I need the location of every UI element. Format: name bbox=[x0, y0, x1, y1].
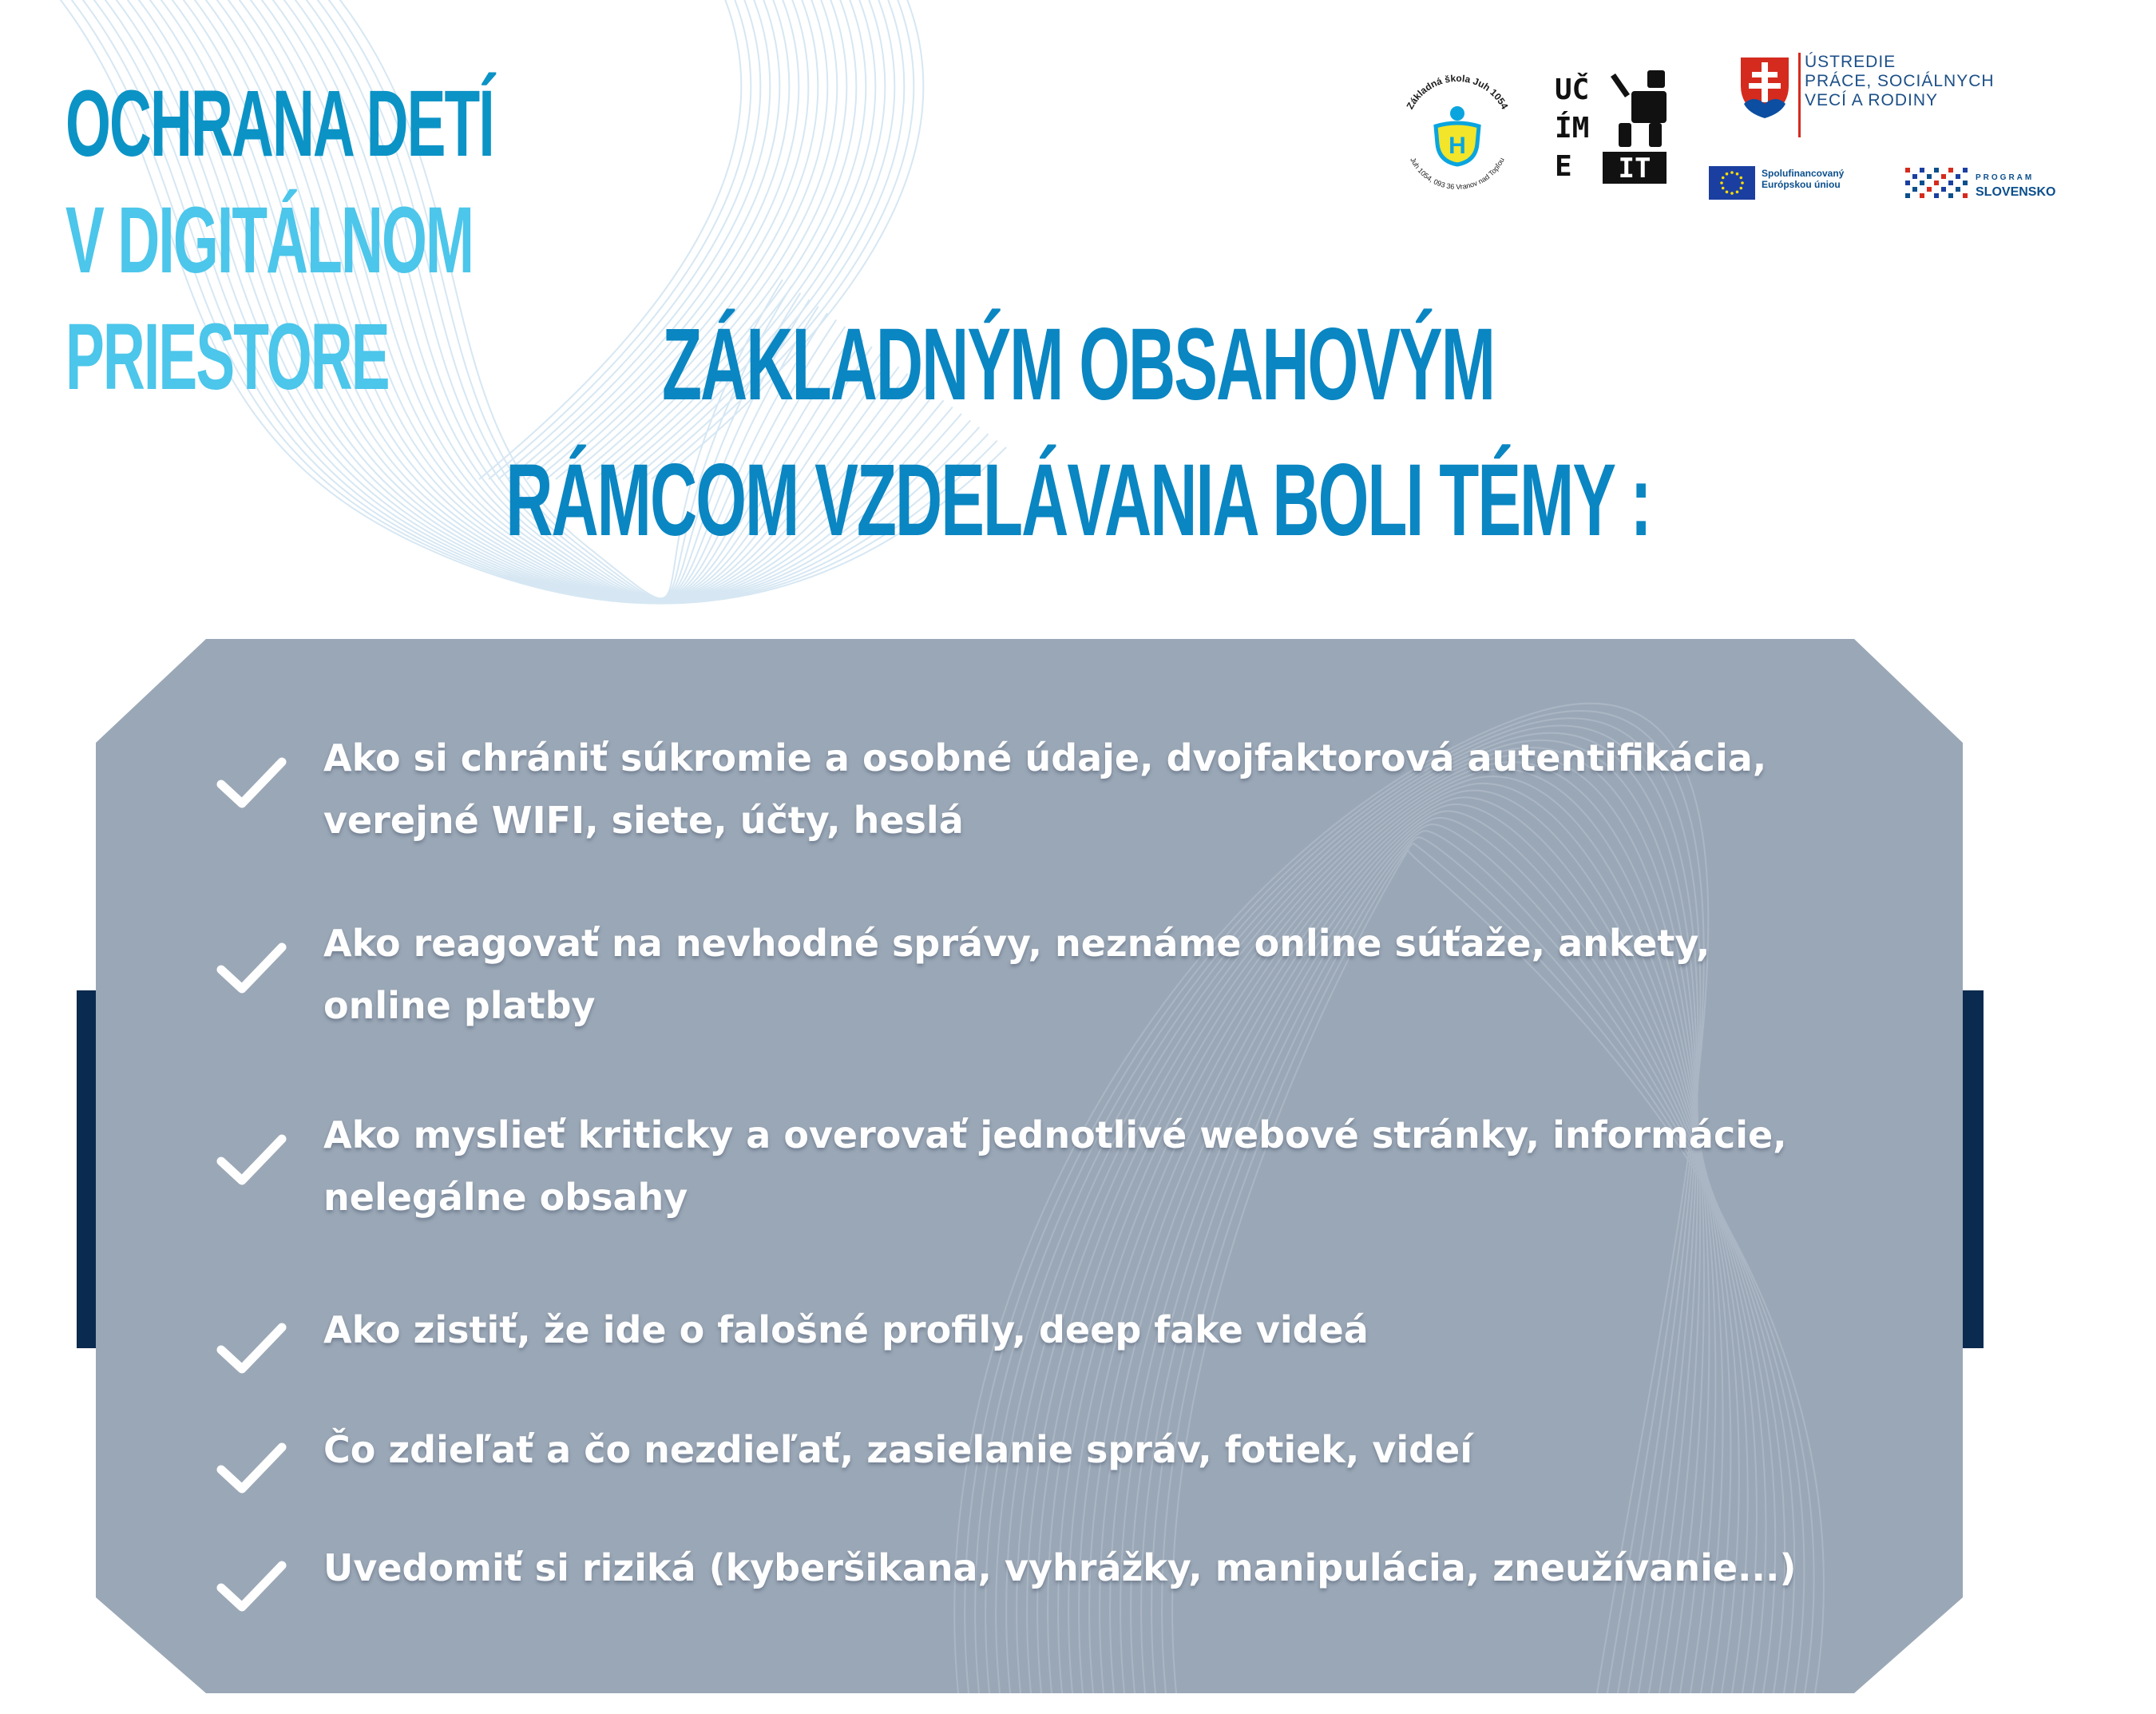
ucime-row-2: ÍM bbox=[1555, 112, 1590, 145]
topic-text bbox=[323, 1299, 1857, 1361]
main-heading-line-1: ZÁKLADNÝM OBSAHOVÝM bbox=[661, 307, 1495, 422]
topic-line-2: online platby bbox=[323, 984, 596, 1027]
topic-line-1: Ako reagovať na nevhodné správy, neznáme online súťaže, ankety, bbox=[323, 922, 1710, 965]
eu-text-line-1: Spolufinancovaný bbox=[1762, 168, 1845, 179]
ministry-name-line-1: ÚSTREDIE bbox=[1805, 53, 1896, 71]
ministry-logo bbox=[1733, 48, 2020, 144]
ministry-name-line-2: PRÁCE, SOCIÁLNYCH bbox=[1805, 72, 1995, 90]
school-logo-mark: H bbox=[1449, 133, 1466, 159]
topic-text bbox=[323, 727, 1857, 851]
eu-text-line-2: Európskou úniou bbox=[1762, 179, 1841, 190]
eu-flag-icon bbox=[1709, 166, 1755, 200]
program-slovensko-logo bbox=[1902, 166, 2062, 201]
topic-text bbox=[323, 1418, 1857, 1481]
topic-line-2: verejné WIFI, siete, účty, heslá bbox=[323, 799, 964, 842]
topic-text bbox=[323, 1537, 1857, 1599]
check-icon bbox=[213, 1128, 290, 1192]
check-icon bbox=[213, 1316, 290, 1380]
program-big-label: SLOVENSKO bbox=[1976, 185, 2056, 199]
eu-cofunding-text bbox=[1762, 168, 1844, 190]
slovak-coat-of-arms-icon bbox=[1733, 51, 1797, 123]
school-logo-ring-bottom: Juh 1054, 093 36 Vranov nad Topľou bbox=[1409, 156, 1506, 192]
program-small-label: PROGRAM bbox=[1976, 173, 2035, 182]
topic-line-1: Čo zdieľať a čo nezdieľať, zasielanie správ, fotiek, videí bbox=[323, 1428, 1473, 1471]
topic-line-1: Ako myslieť kriticky a overovať jednotlivé webové stránky, informácie, bbox=[323, 1113, 1787, 1157]
school-logo-head bbox=[1450, 106, 1464, 121]
brand-title-line-2: V DIGITÁLNOM bbox=[65, 188, 474, 293]
ministry-name-line-3: VECÍ A RODINY bbox=[1805, 91, 1939, 109]
ministry-divider bbox=[1798, 53, 1801, 137]
topic-line-1: Ako si chrániť súkromie a osobné údaje, dvojfaktorová autentifikácia, bbox=[323, 736, 1767, 780]
topic-line-2: nelegálne obsahy bbox=[323, 1176, 688, 1219]
ministry-name bbox=[1805, 53, 2020, 110]
partner-logos bbox=[1389, 48, 2056, 208]
brand-title-line-3: PRIESTORE bbox=[65, 304, 389, 410]
it-badge-text: IT bbox=[1618, 153, 1651, 184]
check-icon bbox=[213, 936, 290, 1000]
program-text bbox=[1976, 171, 2055, 200]
ucime-row-1: UČ bbox=[1555, 73, 1590, 106]
main-heading bbox=[0, 297, 2156, 569]
robot-figure-icon bbox=[1611, 70, 1667, 147]
main-heading-line-2: RÁMCOM VZDELÁVANIA BOLI TÉMY : bbox=[505, 443, 1651, 557]
check-icon bbox=[213, 1554, 290, 1618]
topic-line-1: Uvedomiť si riziká (kyberšikana, vyhrážky, manipulácia, zneužívanie...) bbox=[323, 1546, 1797, 1589]
topic-line-1: Ako zistiť, že ide o falošné profily, deep fake videá bbox=[323, 1308, 1369, 1351]
school-logo bbox=[1389, 64, 1525, 200]
school-logo-ring-top: Základná škola Juh 1054 bbox=[1404, 72, 1511, 112]
topic-text bbox=[323, 912, 1857, 1037]
svg-text:Základná škola Juh 1054 bbox=[1405, 73, 1511, 111]
program-pattern-icon bbox=[1902, 166, 1971, 201]
ucime-it-logo bbox=[1553, 64, 1673, 192]
check-icon bbox=[213, 1436, 290, 1500]
eu-cofunding-logo bbox=[1709, 166, 1885, 201]
check-icon bbox=[213, 751, 290, 815]
topic-text bbox=[323, 1104, 1857, 1228]
ucime-row-3: E bbox=[1555, 150, 1572, 183]
brand-title-line-1: OCHRANA DETÍ bbox=[65, 71, 493, 177]
